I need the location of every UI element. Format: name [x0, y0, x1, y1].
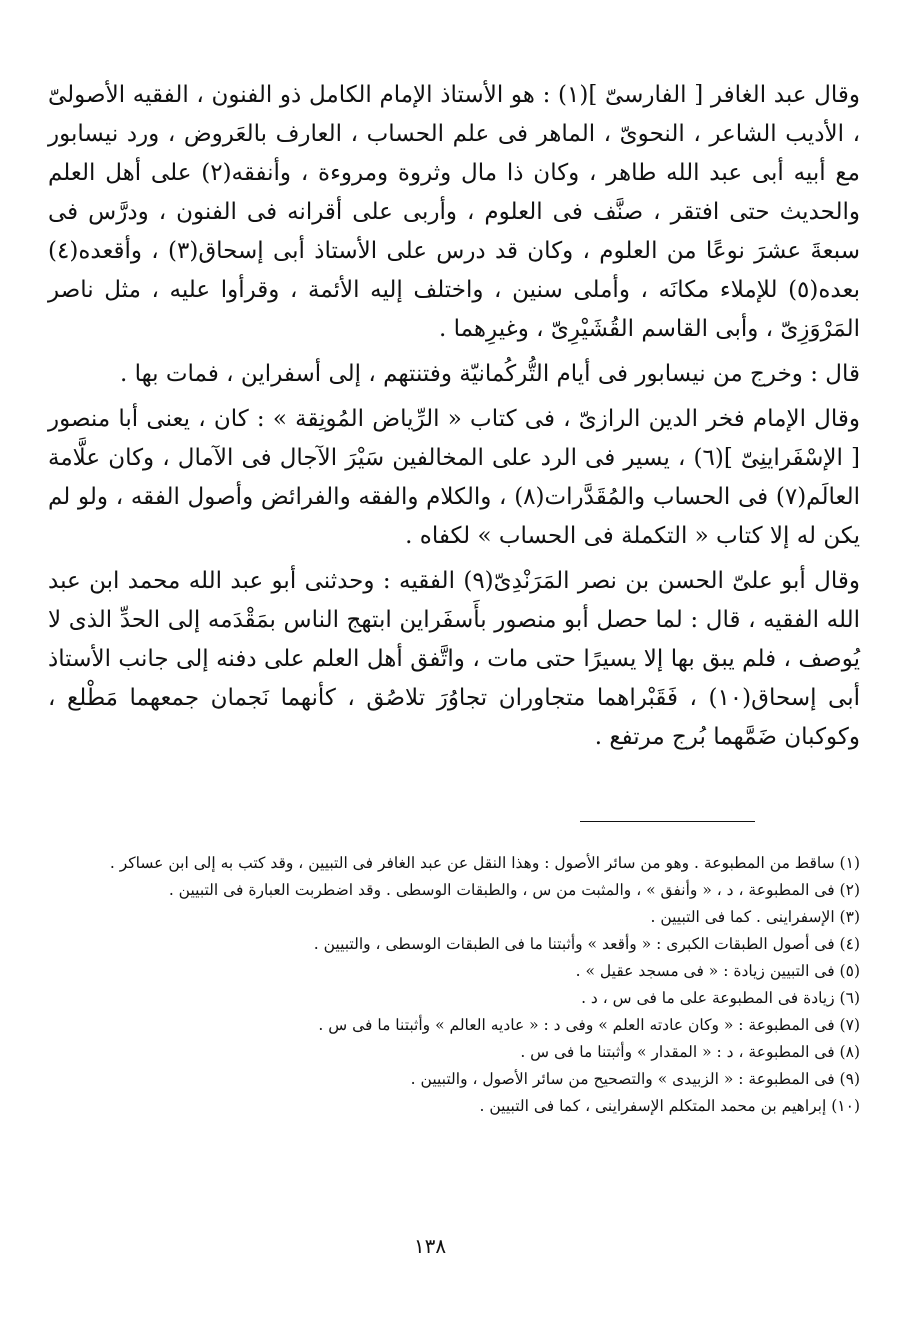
footnote-1: (١) ساقط من المطبوعة . وهو من سائر الأصول : وهذا النقل عن عبد الغافر فى التبيين ، وقد كتب به إلى ابن عساكر . — [109, 854, 860, 872]
paragraph-departure-nishapur: قال : وخرج من نيسابور فى أيام التُّركُمانيّة وفتنتهم ، إلى أسفراين ، فمات بها . — [119, 361, 860, 387]
footnote-6: (٦) زيادة فى المطبوعة على ما فى س ، د . — [581, 989, 860, 1007]
footnote-10: (١٠) إبراهيم بن محمد المتكلم الإسفراينى ، كما فى التبيين . — [479, 1097, 860, 1115]
footnotes — [76, 850, 860, 1120]
footnote-7: (٧) فى المطبوعة : « وكان عادته العلم » وفى د : « عاديه العالم » وأثبتنا ما فى س . — [318, 1016, 860, 1034]
page-number: ١٣٨ — [413, 1234, 447, 1258]
footnote-9: (٩) فى المطبوعة : « الزبيدى » والتصحيح من سائر الأصول ، والتبيين . — [410, 1070, 860, 1088]
footnote-3: (٣) الإسفراينى . كما فى التبيين . — [650, 908, 860, 926]
footnote-separator — [580, 821, 755, 822]
footnote-4: (٤) فى أصول الطبقات الكبرى : « وأقعد » وأثبتنا ما فى الطبقات الوسطى ، والتبيين . — [313, 935, 860, 953]
footnote-5: (٥) فى التبيين زيادة : « فى مسجد عقيل » . — [575, 962, 860, 980]
main-text — [48, 76, 860, 763]
paragraph-al-marandi: وقال أبو علىّ الحسن بن نصر المَرَنْدِىّ(٩) الفقيه : وحدثنى أبو عبد الله محمد ابن عبد الله الفقيه ، قال : لما حصل أبو منصور بأَسفَراين ابتهج الناس بمَقْدَمه إلى الحدِّ الذى لا يُوصف ، فلم يبق بها إلا يسيرًا حتى مات ، واتَّفق أهل العلم على دفنه إلى جانب الأستاذ أبى إسحاق(١٠) ، فَقَبْراهما متجاوران تجاوُرَ تلاصُق ، كأنهما نَجمان جمعهما مَطْلع ، وكوكبان ضَمَّهما بُرج مرتفع . — [48, 568, 861, 750]
paragraph-fakhr-al-din-razi: وقال الإمام فخر الدين الرازىّ ، فى كتاب « الرِّياض المُونِقة » : كان ، يعنى أبا منصور [ الإسْفَراينِىّ ](٦) ، يسير فى الرد على المخالفين سَيْرَ الآجال فى الآمال ، وكان علَّامة العالَم(٧) فى الحساب والمُقَدَّرات(٨) ، والكلام والفقه والفرائض وأصول الفقه ، ولو لم يكن له إلا كتاب « التكملة فى الحساب » لكفاه . — [48, 406, 860, 549]
footnote-8: (٨) فى المطبوعة ، د : « المقدار » وأثبتنا ما فى س . — [520, 1043, 860, 1061]
footnote-2: (٢) فى المطبوعة ، د ، « وأنفق » ، والمثبت من س ، والطبقات الوسطى . وقد اضطربت العبارة فى التبيين . — [168, 881, 860, 899]
paragraph-abd-al-ghafir: وقال عبد الغافر [ الفارسىّ ](١) : هو الأستاذ الإمام الكامل ذو الفنون ، الفقيه الأصولىّ ، الأديب الشاعر ، النحوىّ ، الماهر فى علم الحساب ، العارف بالعَروض ، ورد نيسابور مع أبيه أبى عبد الله طاهر ، وكان ذا مال وثروة ومروءة ، وأنفقه(٢) على أهل العلم والحديث حتى افتقر ، صنَّف فى العلوم ، وأربى على أقرانه فى الفنون ، ودرَّس فى سبعةَ عشرَ نوعًا من العلوم ، وكان قد درس على الأستاذ أبى إسحاق(٣) ، وأقعده(٤) بعده(٥) للإملاء مكانَه ، وأملى سنين ، واختلف إليه الأئمة ، وقرأوا عليه ، مثل ناصر المَرْوَزِىّ ، وأبى القاسم القُشَيْرِىّ ، وغيرِهما . — [48, 82, 860, 342]
